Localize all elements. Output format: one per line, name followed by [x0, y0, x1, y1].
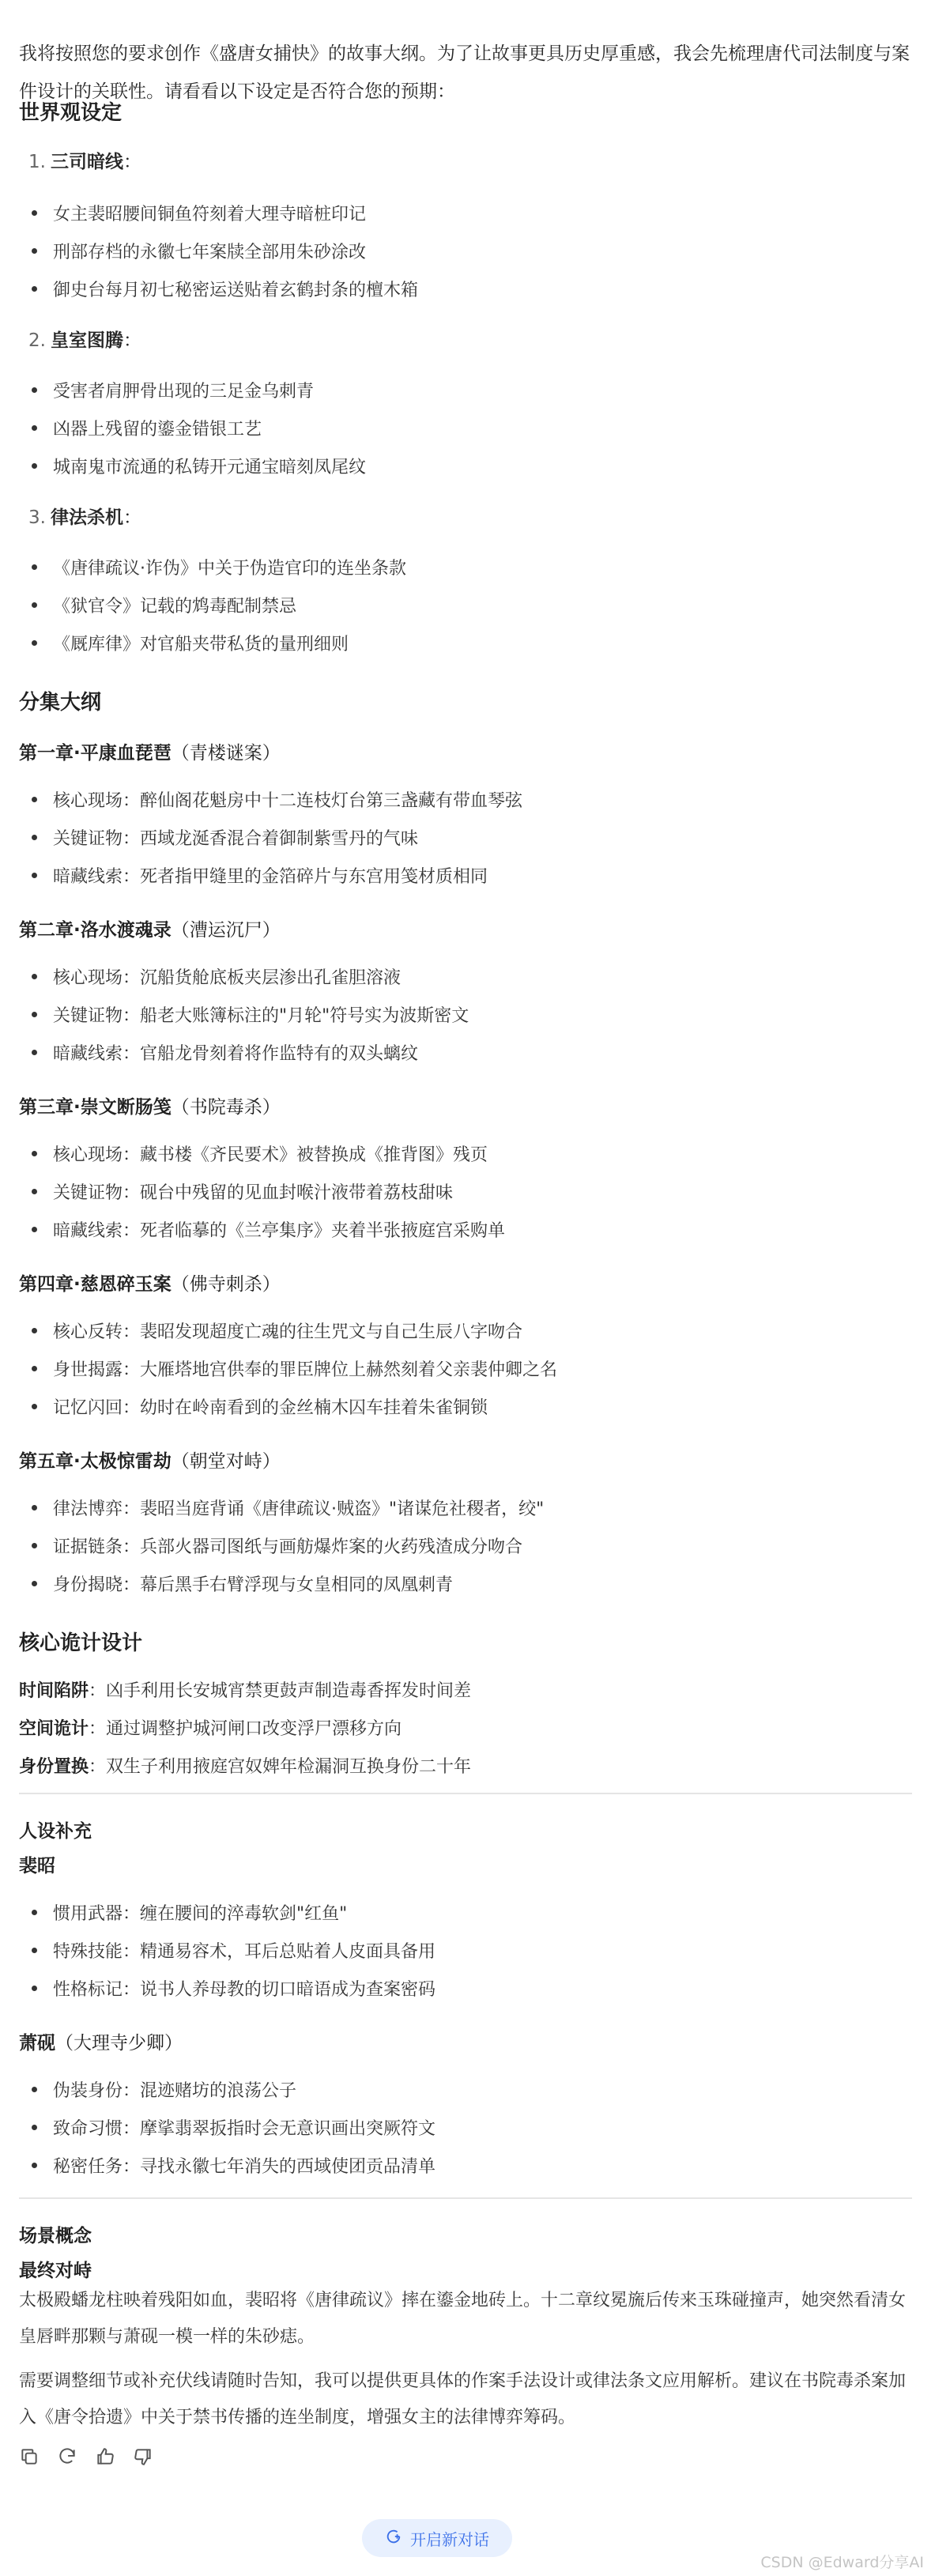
new-chat-icon [385, 2528, 402, 2549]
list-item: 特殊技能：精通易容术，耳后总贴着人皮面具备用 [32, 1938, 435, 1963]
list-item: 凶器上残留的鎏金错银工艺 [32, 416, 262, 440]
watermark: CSDN @Edward分享AI [760, 2554, 924, 2571]
list-item: 核心现场：沉船货舱底板夹层渗出孔雀胆溶液 [32, 964, 401, 989]
chapter-5-title: 第五章·太极惊雷劫（朝堂对峙） [19, 1451, 281, 1472]
list-item: 致命习惯：摩挲翡翠扳指时会无意识画出突厥符文 [32, 2115, 435, 2140]
heading-scene: 场景概念 [19, 2226, 92, 2246]
list-item: 秘密任务：寻找永徽七年消失的西域使团贡品清单 [32, 2153, 435, 2178]
list-item: 御史台每月初七秘密运送贴着玄鹤封条的檀木箱 [32, 277, 418, 301]
new-chat-button[interactable] [362, 2519, 512, 2557]
world-section-3: 3. 律法杀机： [28, 507, 141, 528]
closing-paragraph: 需要调整细节或补充伏线请随时告知，我可以提供更具体的作案手法设计或律法条文应用解析。建议在书院毒杀案加入《唐令拾遗》中关于禁书传播的连坐制度，增强女主的法律博弈筹码。 [19, 2371, 907, 2427]
world-section-2: 2. 皇室图腾： [28, 330, 141, 351]
list-item: 关键证物：船老大账簿标注的"月轮"符号实为波斯密文 [32, 1002, 469, 1027]
list-item: 核心反转：裴昭发现超度亡魂的往生咒文与自己生辰八字吻合 [32, 1318, 522, 1343]
list-item: 关键证物：砚台中残留的见血封喉汁液带着荔枝甜味 [32, 1179, 453, 1204]
list-item: 刑部存档的永徽七年案牍全部用朱砂涂改 [32, 239, 366, 263]
list-item: 女主裴昭腰间铜鱼符刻着大理寺暗桩印记 [32, 201, 366, 225]
chapter-3-title: 第三章·崇文断肠笺（书院毒杀） [19, 1097, 281, 1118]
core-item-space: 空间诡计：通过调整护城河闸口改变浮尸漂移方向 [19, 1719, 402, 1739]
list-item: 性格标记：说书人养母教的切口暗语成为查案密码 [32, 1976, 435, 2001]
chapter-2-title: 第二章·洛水渡魂录（漕运沉尸） [19, 920, 281, 941]
world-section-1: 1. 三司暗线： [28, 152, 141, 172]
list-item: 核心现场：藏书楼《齐民要术》被替换成《推背图》残页 [32, 1141, 488, 1166]
core-item-identity: 身份置换：双生子利用掖庭宫奴婢年检漏洞互换身份二十年 [19, 1757, 472, 1777]
copy-icon[interactable] [19, 2446, 40, 2467]
heading-episodes: 分集大纲 [19, 691, 102, 715]
thumbs-down-icon[interactable] [133, 2446, 153, 2467]
list-item: 暗藏线索：死者临摹的《兰亭集序》夹着半张掖庭宫采购单 [32, 1217, 505, 1242]
list-item: 城南鬼市流通的私铸开元通宝暗刻凤尾纹 [32, 454, 366, 478]
heading-core: 核心诡计设计 [19, 1631, 143, 1655]
list-item: 受害者肩胛骨出现的三足金乌刺青 [32, 378, 314, 402]
list-item: 记忆闪回：幼时在岭南看到的金丝楠木囚车挂着朱雀铜锁 [32, 1394, 488, 1419]
list-item: 核心现场：醉仙阁花魁房中十二连枝灯台第三盏藏有带血琴弦 [32, 787, 522, 812]
divider [19, 1793, 912, 1794]
list-item: 身份揭晓：幕后黑手右臂浮现与女皇相同的凤凰刺青 [32, 1571, 453, 1596]
list-item: 暗藏线索：死者指甲缝里的金箔碎片与东宫用笺材质相同 [32, 863, 488, 888]
list-item: 证据链条：兵部火器司图纸与画舫爆炸案的火药残渣成分吻合 [32, 1533, 522, 1558]
chapter-1-title: 第一章·平康血琵琶（青楼谜案） [19, 743, 281, 764]
list-item: 关键证物：西域龙涎香混合着御制紫雪丹的气味 [32, 825, 418, 850]
list-item: 《狱官令》记载的鸩毒配制禁忌 [32, 593, 296, 617]
heading-characters: 人设补充 [19, 1821, 92, 1842]
chapter-4-title: 第四章·慈恩碎玉案（佛寺刺杀） [19, 1274, 281, 1295]
list-item: 伪装身份：混迹赌坊的浪荡公子 [32, 2077, 296, 2102]
scene-text: 太极殿蟠龙柱映着残阳如血，裴昭将《唐律疏议》摔在鎏金地砖上。十二章纹冕旒后传来玉珠碰撞声，她突然看清女皇唇畔那颗与萧砚一模一样的朱砂痣。 [19, 2291, 907, 2347]
list-item: 《唐律疏议·诈伪》中关于伪造官印的连坐条款 [32, 555, 406, 579]
heading-world: 世界观设定 [19, 101, 123, 125]
list-item: 身世揭露：大雁塔地宫供奉的罪臣牌位上赫然刻着父亲裴仲卿之名 [32, 1356, 557, 1381]
new-chat-label: 开启新对话 [410, 2529, 489, 2549]
list-item: 暗藏线索：官船龙骨刻着将作监特有的双头螭纹 [32, 1040, 418, 1065]
list-item: 惯用武器：缠在腰间的淬毒软剑"红鱼" [32, 1900, 347, 1925]
intro-paragraph: 我将按照您的要求创作《盛唐女捕快》的故事大纲。为了让故事更具历史厚重感，我会先梳理唐代司法制度与案件设计的关联性。请看看以下设定是否符合您的预期： [19, 43, 910, 102]
scene-subheading: 最终对峙 [19, 2261, 92, 2281]
character-name-xiaoyan: 萧砚（大理寺少卿） [19, 2033, 183, 2054]
character-name-peizhao: 裴昭 [19, 1856, 55, 1876]
message-actions [19, 2446, 153, 2478]
thumbs-up-icon[interactable] [95, 2446, 115, 2467]
divider [19, 2197, 912, 2199]
list-item: 律法博弈：裴昭当庭背诵《唐律疏议·贼盗》"诸谋危社稷者，绞" [32, 1495, 544, 1520]
refresh-icon[interactable] [57, 2446, 77, 2467]
list-item: 《厩库律》对官船夹带私货的量刑细则 [32, 631, 349, 655]
core-item-time: 时间陷阱：凶手利用长安城宵禁更鼓声制造毒香挥发时间差 [19, 1681, 472, 1701]
